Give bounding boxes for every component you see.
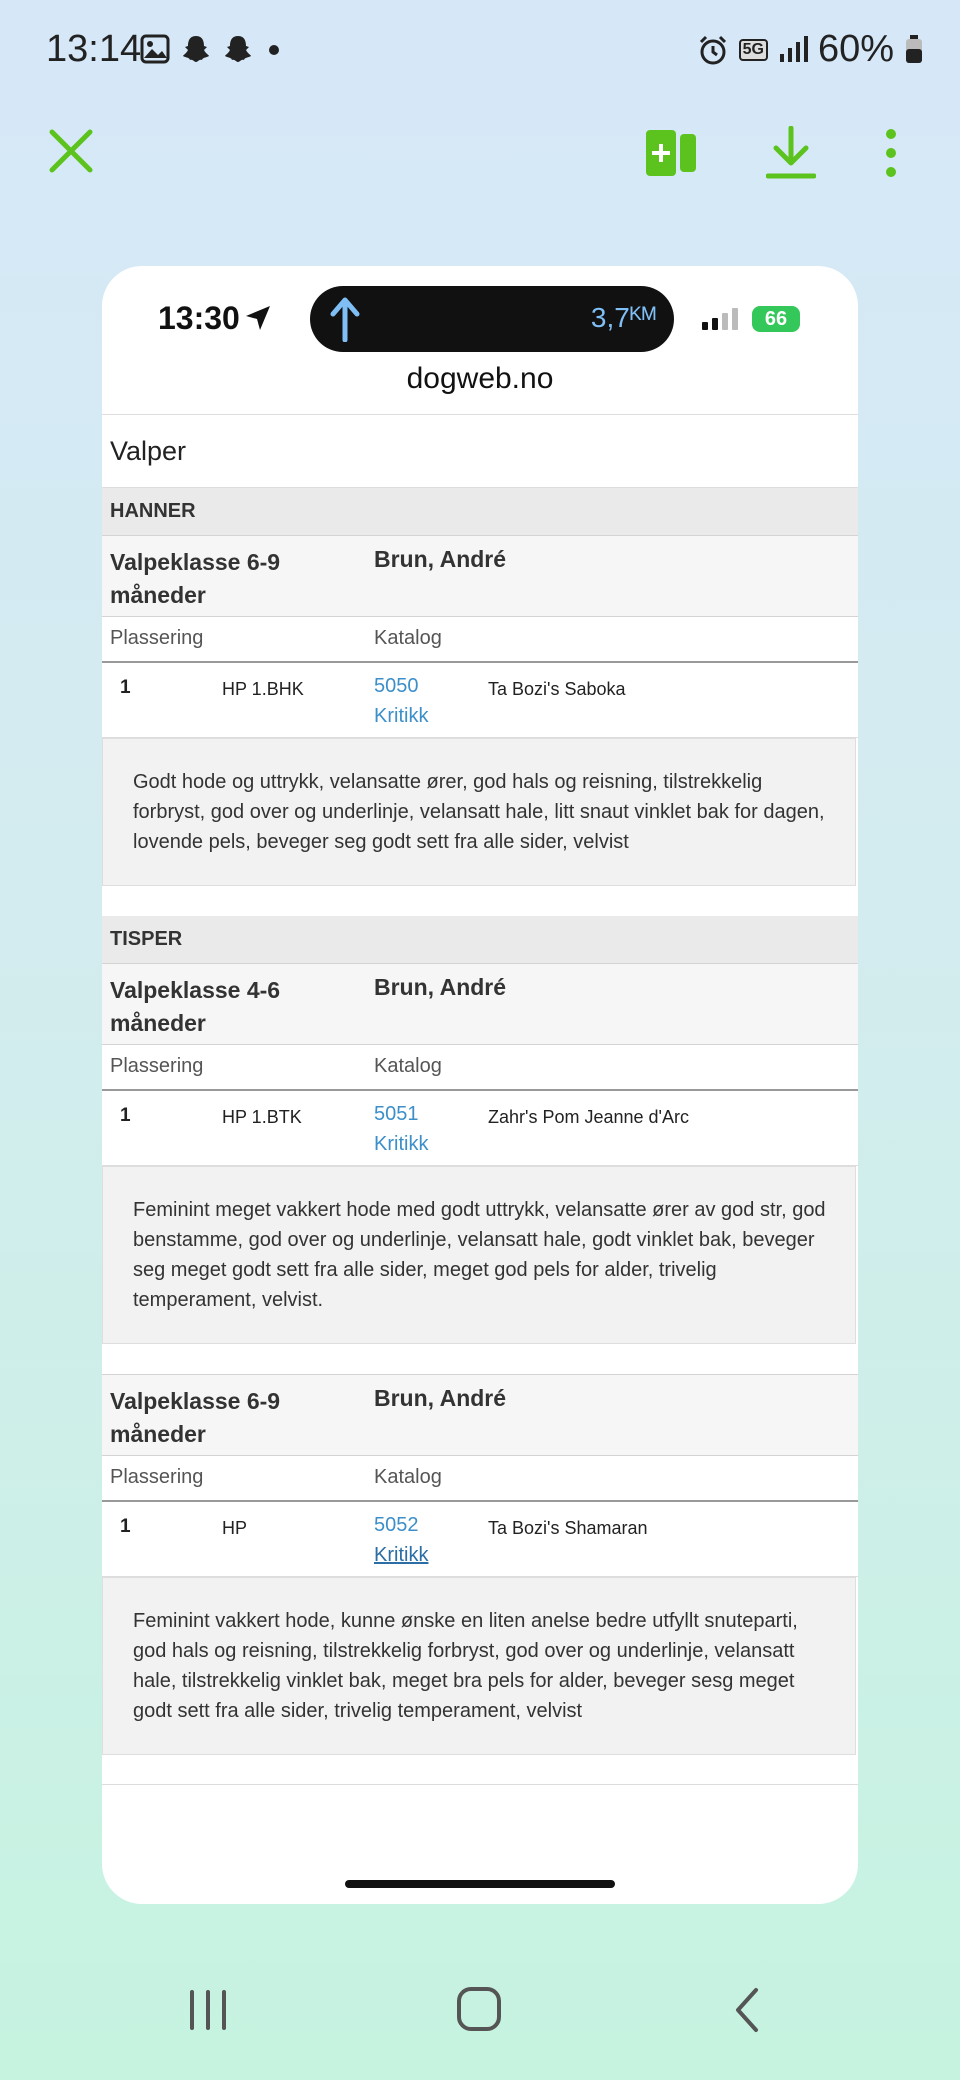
snapchat-icon <box>222 34 254 64</box>
critique-text: Feminint vakkert hode, kunne ønske en liten anelse bedre utfyllt snuteparti, god hals og reisning, tilstrekkelig forbryst, god over og underlinje, velansatt hale, tilstrekkelig vinklet bak, meget bra pels for alder, beveger sesg meget godt sett fra alle sider, trivelig temperament, velvist <box>102 1577 856 1755</box>
placement: 1 <box>120 1516 131 1537</box>
class-name: Valpeklasse 4-6 måneder <box>110 977 281 1036</box>
col-catalog: Katalog <box>374 627 442 649</box>
column-headers <box>102 617 858 663</box>
back-icon[interactable] <box>732 1986 762 2034</box>
ios-home-indicator[interactable] <box>345 1880 615 1888</box>
dot-icon <box>264 34 284 64</box>
ios-status-time: 13:30 <box>158 300 240 336</box>
status-right <box>697 28 924 71</box>
class-name: Valpeklasse 6-9 måneder <box>110 549 281 608</box>
results-page <box>102 414 858 1755</box>
award: HP <box>222 1518 248 1538</box>
col-catalog: Katalog <box>374 1466 442 1488</box>
split-view-icon[interactable] <box>646 130 696 176</box>
result-row <box>102 663 858 738</box>
spacer <box>102 886 858 916</box>
judge-name: Brun, André <box>374 1385 507 1411</box>
network-label: 5G <box>739 39 768 61</box>
award: HP 1.BTK <box>222 1107 302 1127</box>
critique-text: Godt hode og uttrykk, velansatte ører, god hals og reisning, tilstrekkelig forbryst, god over og underlinje, velansatt hale, litt snaut vinklet bak for dagen, lovende pels, beveger seg godt sett fra alle sider, velvist <box>102 738 856 886</box>
result-row <box>102 1091 858 1166</box>
navigation-arrow-icon <box>328 296 362 342</box>
ios-battery <box>752 306 800 332</box>
judge-name: Brun, André <box>374 546 507 572</box>
critique-link[interactable]: Kritikk <box>374 1133 429 1155</box>
spacer <box>102 1344 858 1374</box>
col-placement: Plassering <box>110 627 204 649</box>
catalog-number-link[interactable]: 5051 <box>374 1103 419 1125</box>
catalog-number-link[interactable]: 5052 <box>374 1514 419 1536</box>
dynamic-island <box>310 286 674 352</box>
class-name: Valpeklasse 6-9 måneder <box>110 1388 281 1447</box>
notification-icons <box>140 34 284 64</box>
ios-status-right <box>702 306 800 332</box>
judge-name: Brun, André <box>374 974 507 1000</box>
column-headers <box>102 1456 858 1502</box>
page-title: Valper <box>102 414 858 488</box>
recent-apps-icon[interactable] <box>188 1988 228 2032</box>
more-icon[interactable] <box>878 128 904 178</box>
location-arrow-icon <box>244 304 272 332</box>
nav-distance: 3,7ᴷᴹ <box>590 302 656 333</box>
dog-name: Zahr's Pom Jeanne d'Arc <box>488 1107 689 1127</box>
col-placement: Plassering <box>110 1466 204 1488</box>
class-header <box>102 1374 858 1456</box>
home-icon[interactable] <box>456 1986 502 2032</box>
signal-icon <box>702 308 742 330</box>
critique-link[interactable]: Kritikk <box>374 705 429 727</box>
battery-icon <box>904 35 924 65</box>
screenshot-card <box>102 266 858 1904</box>
section-header-tisper: TISPER <box>102 916 858 964</box>
url-label[interactable]: dogweb.no <box>406 362 554 395</box>
section-header-hanner: HANNER <box>102 488 858 536</box>
dog-name: Ta Bozi's Saboka <box>488 679 626 699</box>
android-nav-bar <box>0 1976 960 2066</box>
class-header <box>102 964 858 1045</box>
class-header <box>102 536 858 617</box>
snapchat-icon <box>180 34 212 64</box>
col-catalog: Katalog <box>374 1055 442 1077</box>
close-icon[interactable] <box>46 126 96 176</box>
alarm-icon <box>697 34 729 66</box>
android-status-bar <box>0 0 960 100</box>
placement: 1 <box>120 677 131 698</box>
column-headers <box>102 1045 858 1091</box>
placement: 1 <box>120 1105 131 1126</box>
status-time: 13:14 <box>46 28 142 70</box>
col-placement: Plassering <box>110 1055 204 1077</box>
download-icon[interactable] <box>766 126 816 180</box>
award: HP 1.BHK <box>222 679 304 699</box>
battery-percent: 60% <box>817 28 894 70</box>
gallery-icon <box>140 34 170 64</box>
critique-link[interactable]: Kritikk <box>374 1544 429 1566</box>
catalog-number-link[interactable]: 5050 <box>374 675 419 697</box>
signal-icon <box>778 36 808 64</box>
dog-name: Ta Bozi's Shamaran <box>488 1518 648 1538</box>
critique-text: Feminint meget vakkert hode med godt uttrykk, velansatte ører av god str, god benstamme, god over og underlinje, velansatt hale, godt vinklet bak, beveger seg meget godt sett fra alle sider, meget god pels for alder, trivelig temperament, velvist. <box>102 1166 856 1344</box>
ios-battery-level: 66 <box>764 307 788 330</box>
result-row <box>102 1502 858 1577</box>
